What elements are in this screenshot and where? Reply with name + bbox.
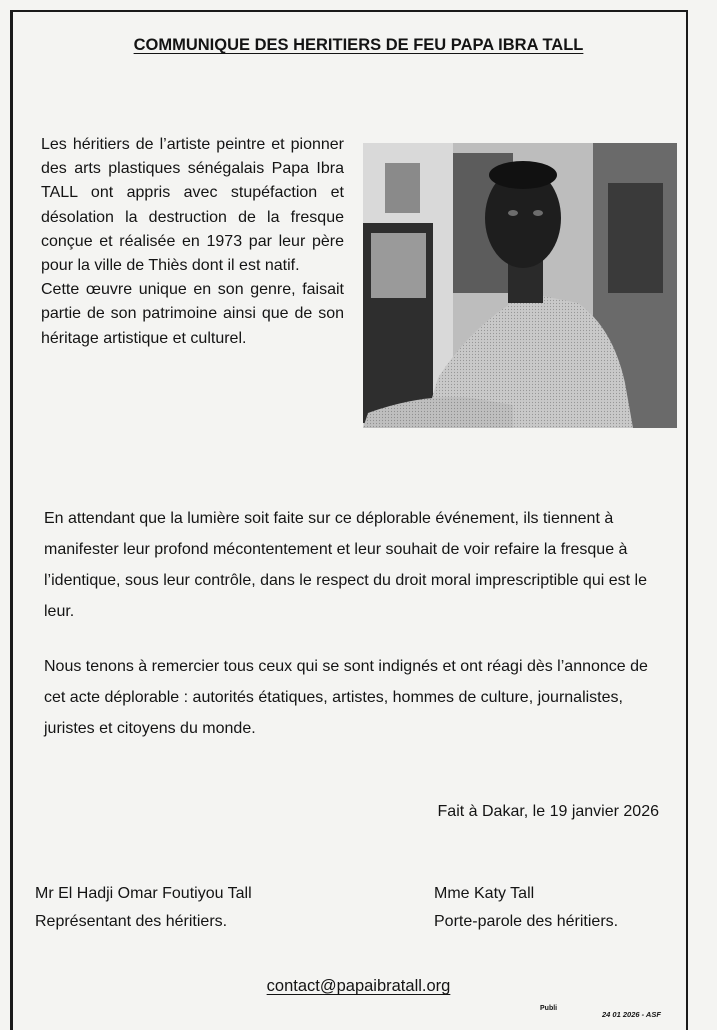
signatory-role: Porte-parole des héritiers. [434,913,619,930]
signatory-name: Mr El Hadji Omar Foutiyou Tall [35,885,252,902]
date-line: Fait à Dakar, le 19 janvier 2026 [437,803,659,820]
signatory-right [434,880,618,936]
publisher-logo: Publi [540,1005,558,1012]
contact-email-link[interactable]: contact@papaibratall.org [266,977,451,995]
body-paragraph: Nous tenons à remercier tous ceux qui se sont indignés et ont réagi dès l’annonce de cet acte déplorable : autorités étatiques, artistes, hommes de culture, journalistes, juristes et citoyens du monde. [44,658,648,737]
signatory-role: Représentant des héritiers. [35,913,228,930]
artist-portrait-image [363,143,677,428]
intro-paragraph: Cette œuvre unique en son genre, faisait partie de son patrimoine ainsi que de son héritage artistique et culturel. [41,281,344,347]
page-title [0,36,717,55]
intro-text-block [41,133,344,351]
body-paragraph: En attendant que la lumière soit faite sur ce déplorable événement, ils tiennent à manifester leur profond mécontentement et leur souhait de voir refaire la fresque à l’identique, sous leur contrôle, dans le respect du droit moral imprescriptible qui est le leur. [44,510,647,620]
signatory-name: Mme Katy Tall [434,885,535,902]
intro-paragraph: Les héritiers de l’artiste peintre et pionner des arts plastiques sénégalais Papa Ibra TALL ont appris avec stupéfaction et désolation la destruction de la fresque conçue et réalisée en 1973 par leur père pour la ville de Thiès dont il est natif. [41,136,344,275]
signatory-left [35,880,252,936]
title-text: COMMUNIQUE DES HERITIERS DE FEU PAPA IBRA TALL [133,36,584,54]
contact-line [0,977,717,996]
artist-photo [363,143,677,428]
footer-code: 24 01 2026 - ASF [602,1010,661,1019]
